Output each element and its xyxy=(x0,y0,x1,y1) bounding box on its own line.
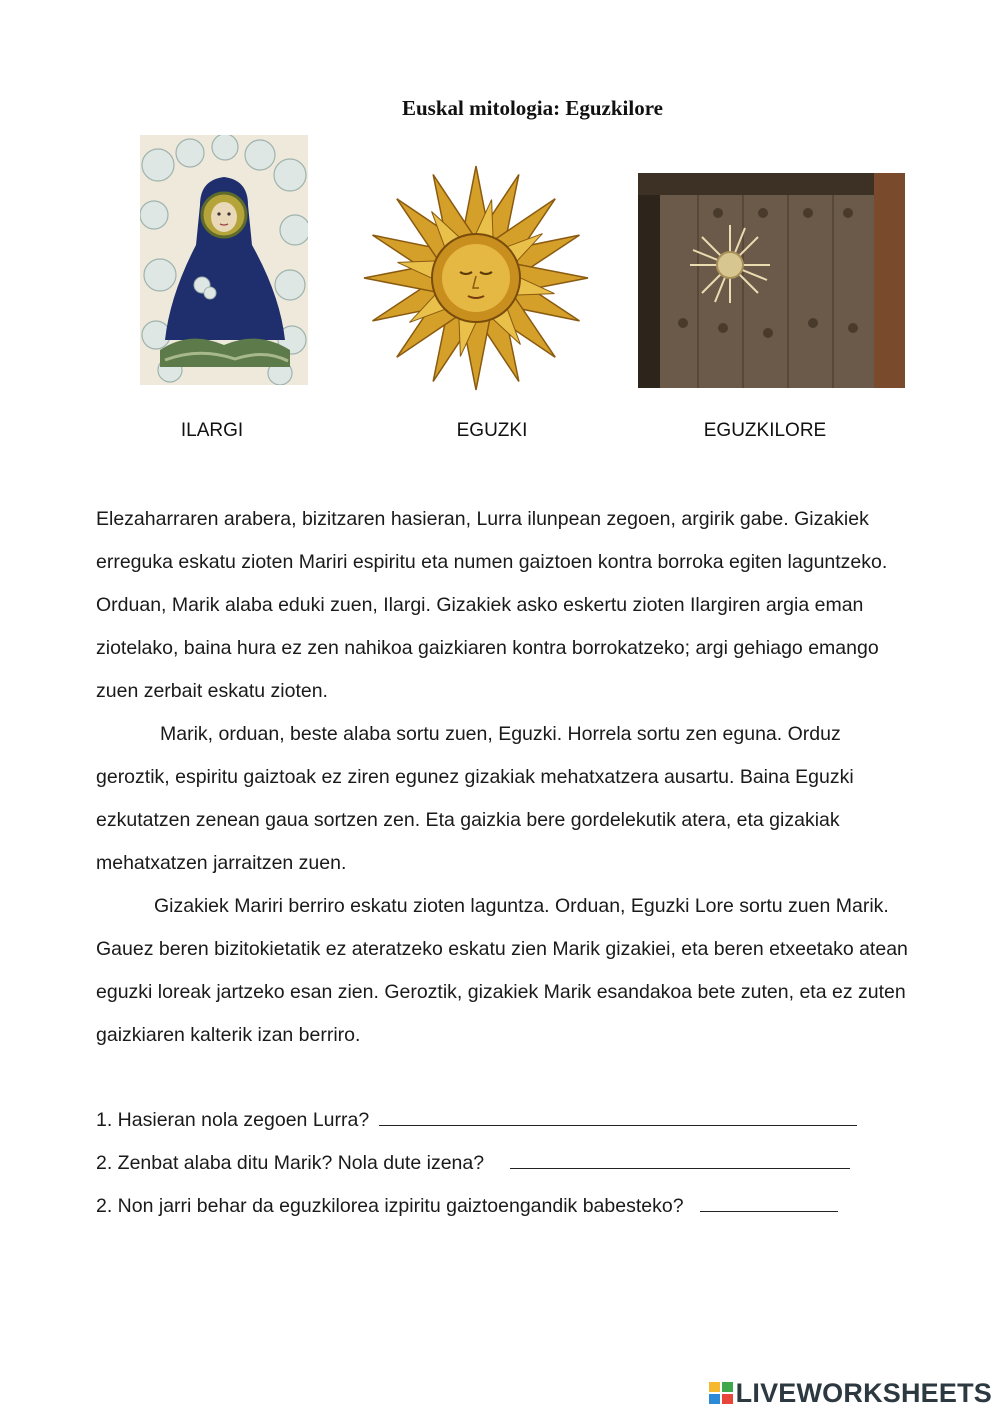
liveworksheets-logo xyxy=(708,1376,992,1410)
page-title: Euskal mitologia: Eguzkilore xyxy=(402,96,663,120)
question-2-text: 2. Zenbat alaba ditu Marik? Nola dute izena? xyxy=(96,1152,485,1174)
liveworksheets-logo-icon xyxy=(708,1380,734,1406)
story-text xyxy=(96,498,916,1057)
answer-3-field[interactable] xyxy=(700,1189,838,1212)
questions-list xyxy=(96,1099,916,1228)
caption-ilargi: ILARGI xyxy=(180,420,244,441)
answer-1-field[interactable] xyxy=(379,1103,857,1126)
story-paragraph-2: Marik, orduan, beste alaba sortu zuen, Eguzki. Horrela sortu zen eguna. Orduz geroztik, espiritu gaiztoak ez ziren egunez gizakiak mehatxatzera ausartu. Baina Eguzki ezkutatzen zenean gaua sortzen zen. Eta gaizkia bere gordelekutik atera, eta gizakiak mehatxatzen jarraitzen zuen. xyxy=(96,723,854,874)
question-2 xyxy=(96,1142,916,1185)
question-3 xyxy=(96,1185,916,1228)
thistle-on-door-photo xyxy=(638,173,905,388)
caption-eguzkilore: EGUZKILORE xyxy=(703,420,827,441)
answer-2-field[interactable] xyxy=(510,1146,850,1169)
question-3-text: 2. Non jarri behar da eguzkilorea izpiritu gaiztoengandik babesteko? xyxy=(96,1195,684,1217)
question-1 xyxy=(96,1099,916,1142)
moon-goddess-illustration xyxy=(140,135,308,385)
logo-text: LIVEWORKSHEETS xyxy=(735,1377,992,1408)
story-paragraph-1: Elezaharraren arabera, bizitzaren hasieran, Lurra ilunpean zegoen, argirik gabe. Gizakiek erreguka eskatu zioten Mariri espiritu eta numen gaiztoen kontra borroka egiten laguntzeko. Orduan, Marik alaba eduki zuen, Ilargi. Gizakiek asko eskertu zioten Ilargiren argia eman ziotelako, baina hura ez zen nahikoa gaizkiaren kontra borrokatzeko; argi gehiago emango zuen zerbait eskatu zioten. xyxy=(96,508,888,702)
question-1-text: 1. Hasieran nola zegoen Lurra? xyxy=(96,1109,370,1131)
caption-eguzki: EGUZKI xyxy=(456,420,528,441)
sun-face-illustration xyxy=(360,162,592,394)
story-paragraph-3: Gizakiek Mariri berriro eskatu zioten laguntza. Orduan, Eguzki Lore sortu zuen Marik. Gauez beren bizitokietatik ez ateratzeko eskatu zien Marik gizakiei, eta beren etxeetako atean eguzki loreak jartzeko esan zien. Geroztik, gizakiek Marik esandakoa bete zuten, eta ez zuten gaizkiaren kalterik izan berriro. xyxy=(96,895,908,1046)
